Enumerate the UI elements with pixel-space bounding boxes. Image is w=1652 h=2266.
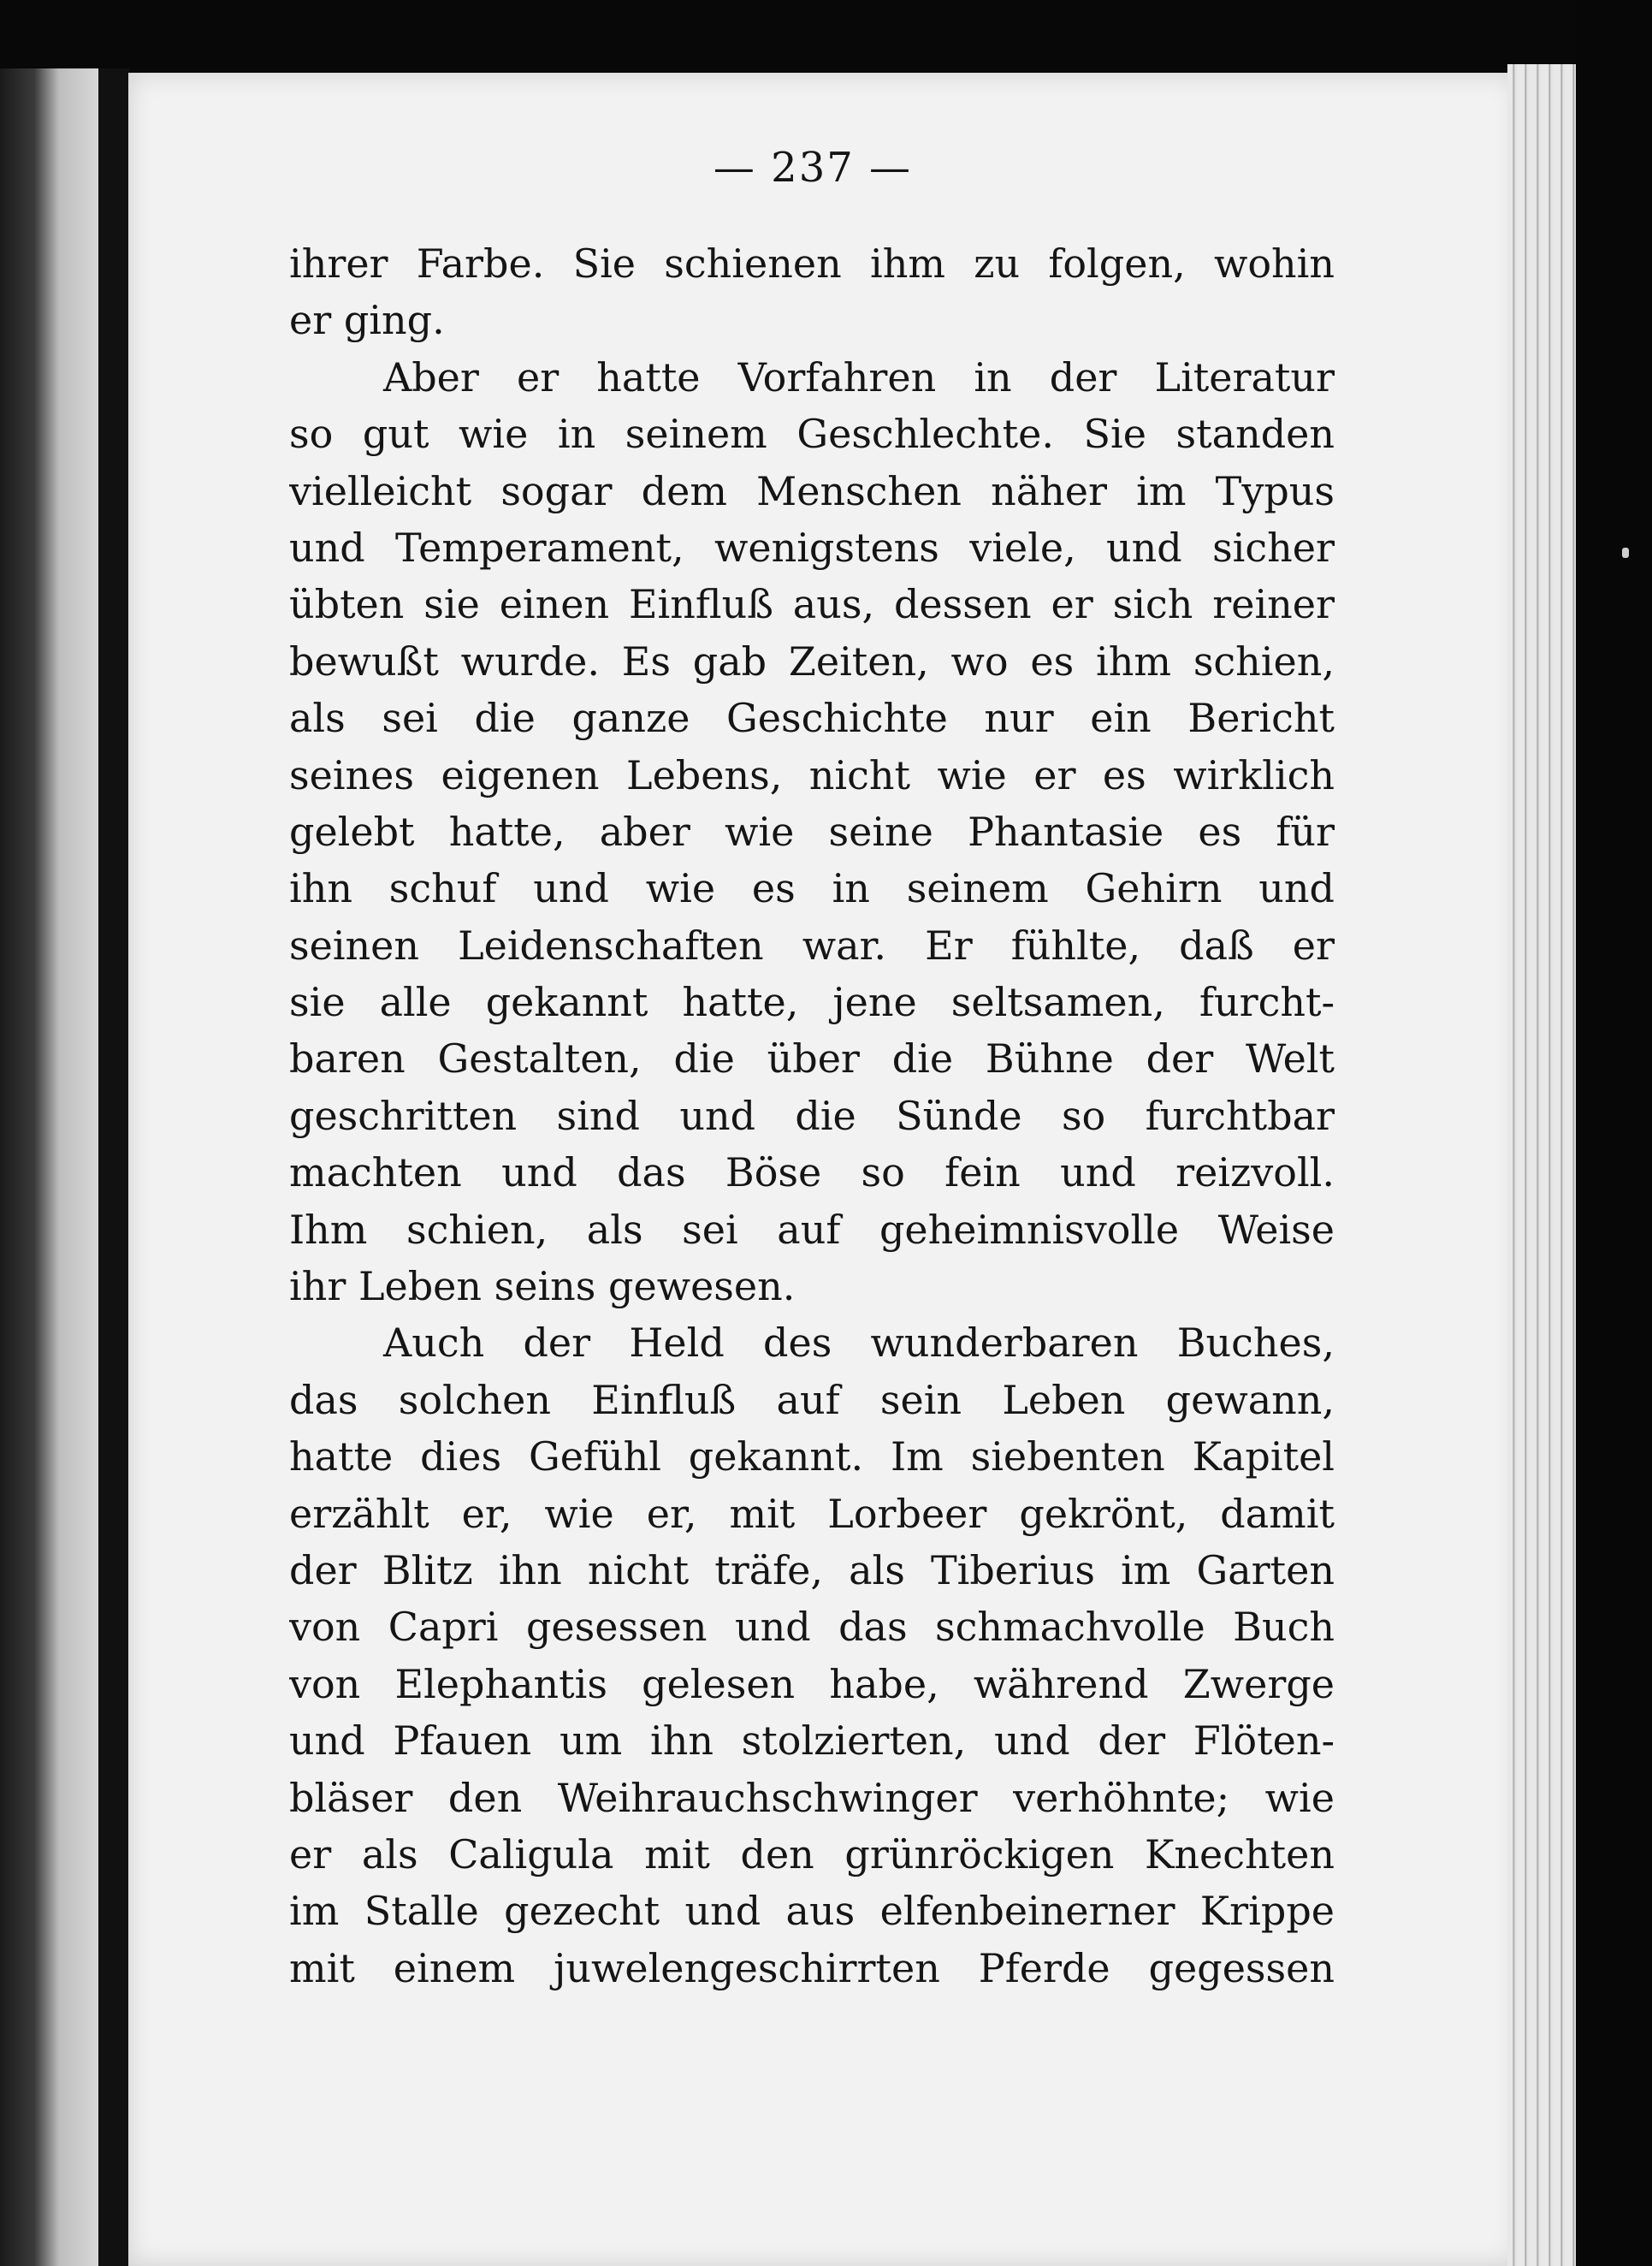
text-line: gelebt hatte, aber wie seine Phantasie es für <box>289 808 1335 855</box>
text-line: mit einem juwelengeschirrten Pferde gegessen <box>289 1944 1335 1991</box>
text-line: von Capri gesessen und das schmachvolle Buch <box>289 1604 1335 1651</box>
text-line: und Pfauen um ihn stolzierten, und der Flöten- <box>289 1717 1335 1765</box>
text-line: vielleicht sogar dem Menschen näher im Typus <box>289 467 1335 514</box>
text-line: so gut wie in seinem Geschlechte. Sie standen <box>289 411 1335 458</box>
page-number: — 237 — <box>713 144 913 192</box>
page-edges <box>1507 64 1576 2266</box>
text-line: bläser den Weihrauchschwinger verhöhnte; wie <box>289 1774 1335 1821</box>
text-line: ihr Leben seins gewesen. <box>289 1263 796 1310</box>
text-line: das solchen Einfluß auf sein Leben gewann, <box>289 1376 1335 1423</box>
text-line: er ging. <box>289 297 445 344</box>
text-line: erzählt er, wie er, mit Lorbeer gekrönt, damit <box>289 1490 1335 1537</box>
text-line: übten sie einen Einfluß aus, dessen er sich reiner <box>289 581 1335 628</box>
binding-shadow <box>98 68 129 2266</box>
text-line: Auch der Held des wunderbaren Buches, <box>383 1320 1335 1367</box>
text-line: von Elephantis gelesen habe, während Zwerge <box>289 1660 1335 1707</box>
text-line: Ihm schien, als sei auf geheimnisvolle Weise <box>289 1206 1335 1253</box>
text-line: im Stalle gezecht und aus elfenbeinerner Krippe <box>289 1888 1335 1935</box>
text-line: seinen Leidenschaften war. Er fühlte, daß er <box>289 922 1335 969</box>
text-line: Aber er hatte Vorfahren in der Literatur <box>383 353 1335 400</box>
text-line: sie alle gekannt hatte, jene seltsamen, furcht- <box>289 979 1335 1026</box>
text-line: machten und das Böse so fein und reizvoll. <box>289 1149 1335 1196</box>
text-line: geschritten sind und die Sünde so furchtbar <box>289 1092 1335 1139</box>
scan-border-top <box>0 0 1652 77</box>
text-line: seines eigenen Lebens, nicht wie er es wirklich <box>289 751 1335 798</box>
text-line: ihrer Farbe. Sie schienen ihm zu folgen, wohin <box>289 240 1335 287</box>
text-line: er als Caligula mit den grünröckigen Knechten <box>289 1830 1335 1877</box>
body-text <box>289 235 1335 1996</box>
text-line: baren Gestalten, die über die Bühne der Welt <box>289 1035 1335 1083</box>
scan-border-left <box>0 68 98 2266</box>
text-line: und Temperament, wenigstens viele, und sicher <box>289 524 1335 571</box>
text-line: als sei die ganze Geschichte nur ein Bericht <box>289 695 1335 742</box>
text-line: bewußt wurde. Es gab Zeiten, wo es ihm schien, <box>289 638 1335 685</box>
text-line: ihn schuf und wie es in seinem Gehirn und <box>289 865 1335 912</box>
scan-border-right <box>1576 0 1652 2266</box>
scan-speck <box>1622 548 1629 558</box>
text-line: hatte dies Gefühl gekannt. Im siebenten Kapitel <box>289 1433 1335 1480</box>
text-line: der Blitz ihn nicht träfe, als Tiberius im Garten <box>289 1546 1335 1593</box>
